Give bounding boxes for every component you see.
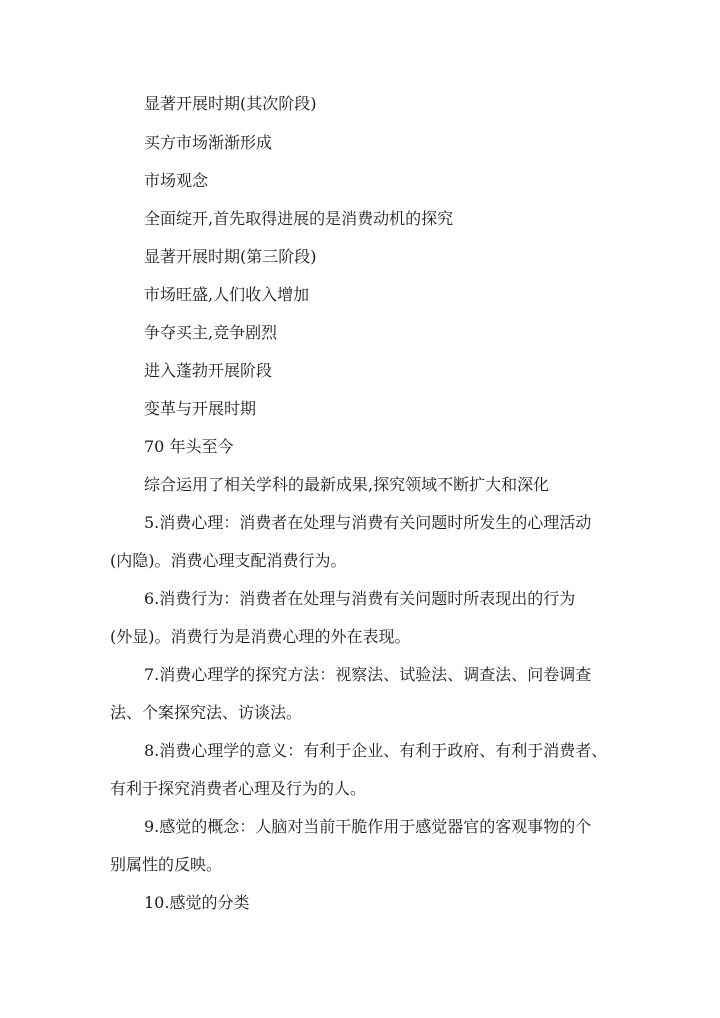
line-motivation-research: 全面绽开,首先取得进展的是消费动机的探究 [144,209,454,228]
item-8-line-1: 8.消费心理学的意义：有利于企业、有利于政府、有利于消费者、 [144,741,608,760]
line-stage-three-title: 显著开展时期(第三阶段) [144,247,317,266]
line-market-prosperity: 市场旺盛,人们收入增加 [144,285,310,304]
line-buyers-market: 买方市场渐渐形成 [144,133,273,152]
line-competition: 争夺买主,竞争剧烈 [144,323,278,342]
item-9-line-2: 别属性的反映。 [110,855,223,874]
item-5-line-2: (内隐)。消费心理支配消费行为。 [110,551,347,570]
item-7-line-1: 7.消费心理学的探究方法：视察法、试验法、调查法、问卷调查 [144,665,592,684]
line-seventies-to-now: 70 年头至今 [144,437,234,456]
line-booming-stage: 进入蓬勃开展阶段 [144,361,273,380]
line-stage-two-title: 显著开展时期(其次阶段) [144,94,317,113]
item-5-line-1: 5.消费心理：消费者在处理与消费有关问题时所发生的心理活动 [144,513,592,532]
item-6-line-2: (外显)。消费行为是消费心理的外在表现。 [110,627,411,646]
item-6-line-1: 6.消费行为：消费者在处理与消费有关问题时所表现出的行为 [144,589,576,608]
item-7-line-2: 法、个案探究法、访谈法。 [110,703,303,722]
line-reform-period: 变革与开展时期 [144,399,257,418]
line-comprehensive-research: 综合运用了相关学科的最新成果,探究领域不断扩大和深化 [144,475,550,494]
line-market-concept: 市场观念 [144,171,209,190]
item-10-heading: 10.感觉的分类 [144,893,250,912]
item-9-line-1: 9.感觉的概念：人脑对当前干脆作用于感觉器官的客观事物的个 [144,817,592,836]
item-8-line-2: 有利于探究消费者心理及行为的人。 [110,779,367,798]
